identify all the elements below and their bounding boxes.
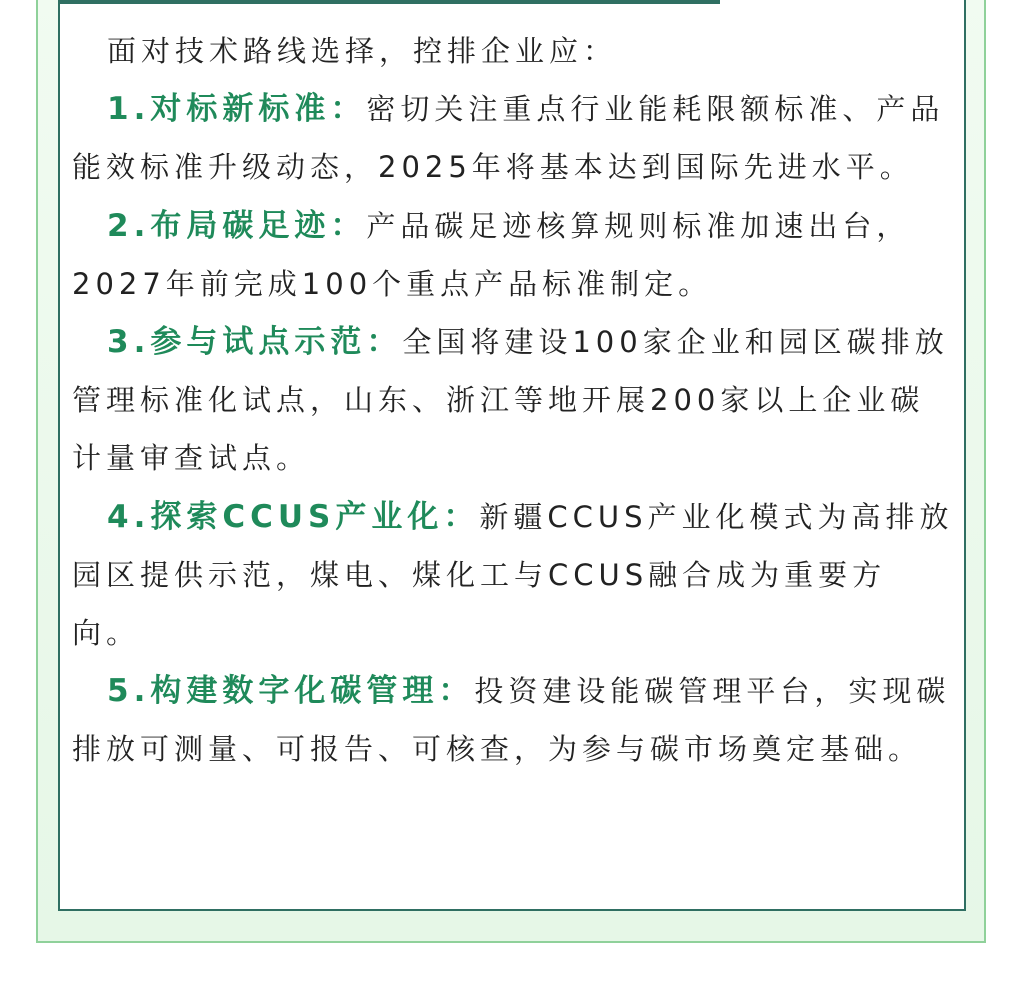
item-text: 全国将建设100家企业和园区碳排放管理标准化试点，山东、浙江等地开展200家以上企业碳计量审查试点。: [72, 325, 949, 476]
item-text: 产品碳足迹核算规则标准加速出台，2027年前完成100个重点产品标准制定。: [72, 208, 911, 301]
top-accent-bar: [58, 0, 720, 4]
article-body: [72, 22, 954, 779]
item-heading: 2.布局碳足迹：: [107, 207, 367, 244]
item-heading: 4.探索CCUS产业化：: [107, 498, 480, 535]
list-item: [72, 313, 954, 488]
list-item: [72, 197, 954, 313]
intro-paragraph: [72, 22, 954, 80]
item-text: 新疆CCUS产业化模式为高排放园区提供示范，煤电、煤化工与CCUS融合成为重要方向。: [72, 499, 954, 651]
list-item: [72, 662, 954, 778]
list-item: [72, 80, 954, 196]
intro-text: 面对技术路线选择，控排企业应：: [107, 34, 618, 68]
item-heading: 3.参与试点示范：: [107, 324, 403, 361]
item-text: 密切关注重点行业能耗限额标准、产品能效标准升级动态，2025年将基本达到国际先进水平。: [72, 92, 945, 185]
item-heading: 1.对标新标准：: [107, 91, 367, 128]
item-heading: 5.构建数字化碳管理：: [107, 673, 475, 710]
list-item: [72, 488, 954, 663]
item-text: 投资建设能碳管理平台，实现碳排放可测量、可报告、可核查，为参与碳市场奠定基础。: [72, 674, 951, 767]
